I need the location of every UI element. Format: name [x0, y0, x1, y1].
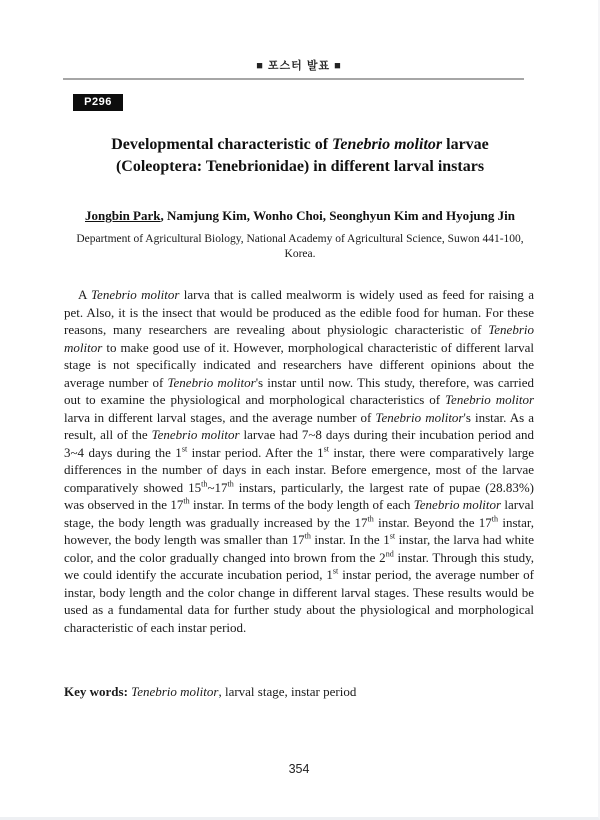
authors-line: Jongbin Park, Namjung Kim, Wonho Choi, Seonghyun Kim and Hyojung Jin [85, 208, 515, 223]
abstract-paragraph: A Tenebrio molitor larva that is called mealworm is widely used as feed for raising a pet. Also, it is the insect that would be produced as the edible food for human. For these reasons, many researchers are revealing about physiologic characteristic of Tenebrio molitor to make good use of it. However, morphological characteristic of different larval stage is not specifically indicated and researchers have different opinions about the average number of Tenebrio molitor's instar until now. This study, therefore, was carried out to examine the physiological and morphological characteristics of Tenebrio molitor larva in different larval stages, and the average number of Tenebrio molitor's instar. As a result, all of the Tenebrio molitor larvae had 7~8 days during their incubation period and 3~4 days during the 1st instar period. After the 1st instar, there were comparatively large differences in the number of days in each instar. Before emergence, most of the larvae comparatively showed 15th~17th instars, particularly, the largest rate of pupae (28.83%) was observed in the 17th instar. In terms of the body length of each Tenebrio molitor larval stage, the body length was gradually increased by the 17th instar. Beyond the 17th instar, however, the body length was smaller than 17th instar. In the 1st instar, the larva had white color, and the color gradually changed into brown from the 2nd instar. Through this study, we could identify the accurate incubation period, 1st instar period, the average number of instar, body length and the color change in different larval stages. These results would be used as a fundamental data for further study about the physiological and morphological characteristic of each instar period. [64, 287, 535, 635]
poster-number-badge: P296 [73, 94, 123, 111]
header-text: ■ 포스터 발표 ■ [256, 60, 342, 72]
header-rule [63, 78, 524, 80]
paper-title: Developmental characteristic of Tenebrio molitor larvae (Coleoptera: Tenebrionidae) in different larval instars [111, 136, 489, 175]
affiliation-line: Department of Agricultural Biology, National Academy of Agricultural Science, Suwon 441-100, Korea. [76, 233, 524, 260]
page-number: 354 [288, 762, 310, 776]
proceedings-section-header [0, 57, 598, 73]
keywords-line: Key words: Tenebrio molitor, larval stage, instar period [64, 684, 357, 699]
